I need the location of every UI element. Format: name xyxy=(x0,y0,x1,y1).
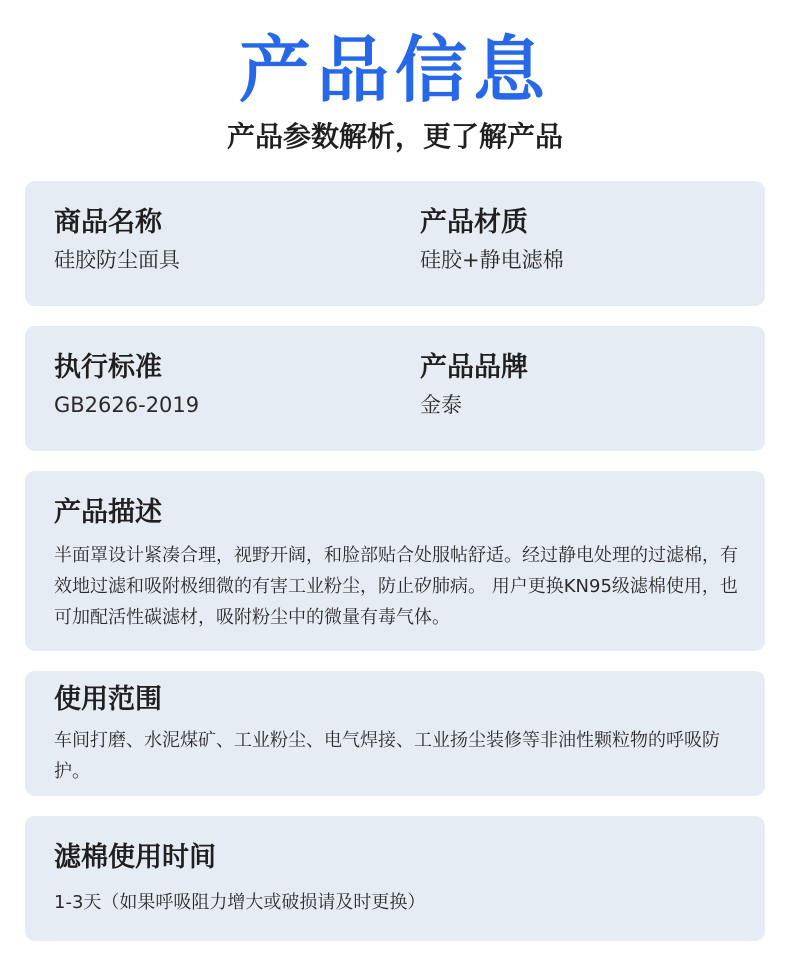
standard-label: 执行标准 xyxy=(54,352,162,383)
info-card-name-material xyxy=(25,181,765,306)
info-card-description xyxy=(25,471,765,651)
scope-block xyxy=(54,683,746,787)
product-name-block xyxy=(54,206,180,274)
product-material-block xyxy=(420,206,564,274)
page-title: 产品信息 xyxy=(238,28,551,112)
scope-text: 车间打磨、水泥煤矿、工业粉尘、电气焊接、工业扬尘装修等非油性颗粒物的呼吸防护。 xyxy=(54,730,720,782)
product-material-value: 硅胶+静电滤棉 xyxy=(420,248,564,272)
duration-block xyxy=(54,841,746,918)
duration-label: 滤棉使用时间 xyxy=(54,842,216,873)
description-text: 半面罩设计紧凑合理，视野开阔，和脸部贴合处服帖舒适。经过静电处理的过滤棉，有效地过滤和吸附极细微的有害工业粉尘，防止矽肺病。 用户更换KN95级滤棉使用，也可加配活性碳滤材，吸附粉尘中的微量有毒气体。 xyxy=(54,545,738,628)
description-block xyxy=(54,496,746,633)
info-card-standard-brand xyxy=(25,326,765,451)
info-card-duration xyxy=(25,816,765,941)
duration-text: 1-3天（如果呼吸阻力增大或破损请及时更换） xyxy=(54,892,426,913)
description-label: 产品描述 xyxy=(54,497,162,528)
scope-label: 使用范围 xyxy=(54,684,162,715)
product-name-value: 硅胶防尘面具 xyxy=(54,248,180,272)
product-name-label: 商品名称 xyxy=(54,207,162,238)
brand-label: 产品品牌 xyxy=(420,352,528,383)
brand-block xyxy=(420,351,528,419)
standard-value: GB2626-2019 xyxy=(54,393,200,417)
standard-block xyxy=(54,351,199,419)
page-subtitle: 产品参数解析，更了解产品 xyxy=(226,120,563,153)
product-material-label: 产品材质 xyxy=(420,207,528,238)
brand-value: 金泰 xyxy=(420,393,462,417)
info-card-scope xyxy=(25,671,765,796)
